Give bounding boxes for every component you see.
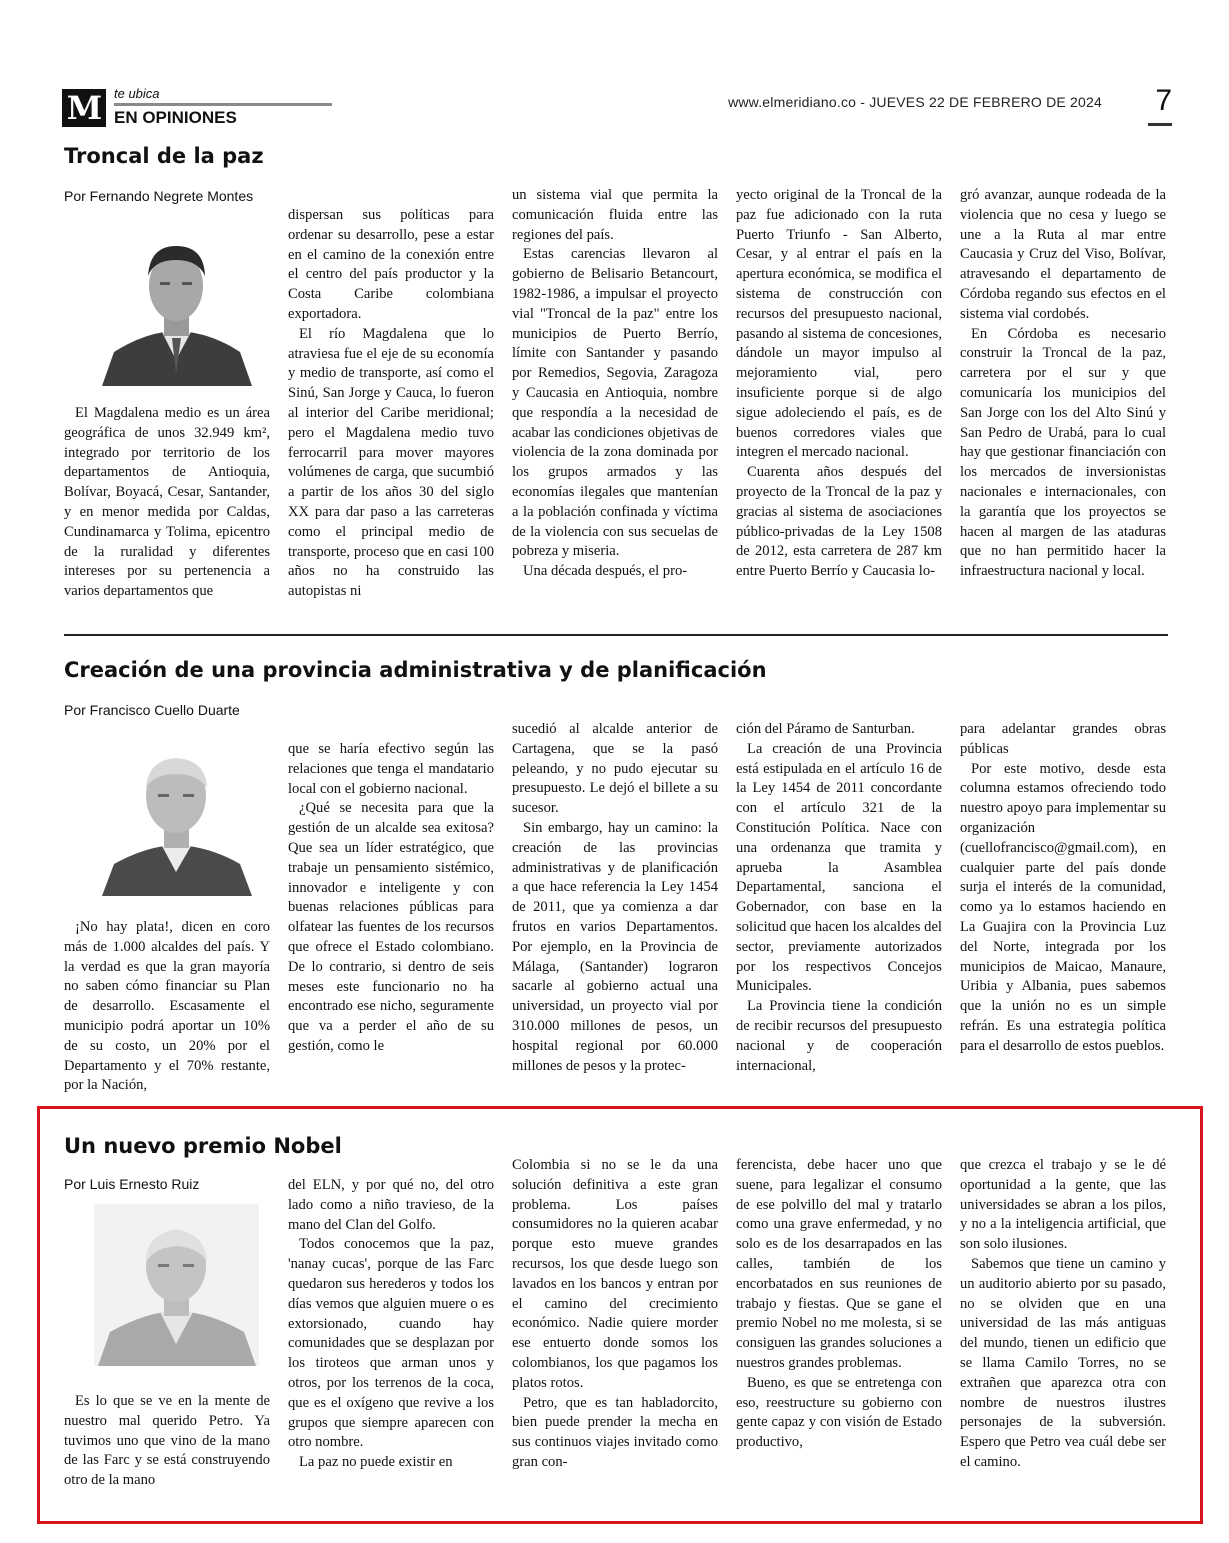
paragraph: ferencista, debe hacer uno que suene, para legalizar el consumo de ese polvillo del mal y tratarlo como una grave enfermedad, y no solo es de los desarrapados en las calles, también de los encorbatados en sus reuniones de trabajo y fiestas. Que se gane el premio Nobel no me molesta, si se consiguen las grandes soluciones a nuestros grandes problemas.	[736, 1157, 942, 1371]
author-photo	[94, 224, 259, 386]
paragraph: un sistema vial que permita la comunicación fluida entre las regiones del país.	[512, 187, 718, 243]
paragraph: Bueno, es que se entretenga con eso, reestructure su gobierno con gente capaz y con visión de Estado productivo,	[736, 1374, 942, 1451]
article-column-4	[736, 720, 942, 1096]
article-column-1	[64, 404, 270, 624]
paragraph: para adelantar grandes obras públicas	[960, 721, 1166, 757]
paragraph: Sabemos que tiene un camino y un auditorio abierto por su pasado, no se olviden que en una universidad de las más antiguas del mundo, tienen un edificio que se llama Camilo Torres, no se extrañen que aparezca otra con nombre de nuestros ilustres personajes de la subversión. Espero que Petro vea cuál debe ser el camino.	[960, 1255, 1166, 1470]
header-bar	[114, 103, 332, 106]
article-column-3	[512, 1156, 718, 1502]
article-column-2	[288, 740, 494, 1096]
article-column-1	[64, 918, 270, 1096]
article-column-4	[736, 186, 942, 624]
meridiano-logo: M	[62, 89, 106, 127]
article-column-5	[960, 1156, 1166, 1502]
paragraph: Es lo que se ve en la mente de nuestro mal querido Petro. Ya tuvimos uno que vino de la mano de las Farc y se está construyendo otro de la mano	[64, 1393, 270, 1489]
article-column-3	[512, 720, 718, 1096]
paragraph: La creación de una Provincia está estipulada en el artículo 16 de la Ley 1454 de 2011 concordante con el artículo 321 de la Constitución Política. Nace con una ordenanza que tramita y aprueba la Asamblea Departamental, sanciona el Gobernador, con base en la solicitud que hacen los alcaldes del sector, previamente autorizados por los respectivos Concejos Municipales.	[736, 740, 942, 995]
paragraph: Estas carencias llevaron al gobierno de Belisario Betancourt, 1982-1986, a impulsar el proyecto vial "Troncal de la paz" entre los municipios de Puerto Berrío, límite con Santander y pasando por Remedios, Segovia, Zaragoza y Caucasia en Antioquia, nombre que respondía a la necesidad de acabar las condiciones objetivas de violencia de la zona dominada por los grupos armados y las economías ilegales que mantenían a la población confinada y víctima de la violencia con sus secuelas de pobreza y miseria.	[512, 246, 718, 560]
paragraph: dispersan sus políticas para ordenar su desarrollo, pese a estar en el camino de la conexión entre el centro del país productor y la Costa Caribe colombiana exportadora.	[288, 207, 494, 322]
paragraph: El Magdalena medio es un área geográfica de unos 32.949 km², integrado por territorio de los departamentos de Antioquia, Bolívar, Boyacá, Cesar, Santander, y en menor medida por Caldas, Cundinamarca y Tolima, epicentro de la ruralidad y diferentes intereses por su pertenencia a varios departamentos que	[64, 405, 270, 600]
paragraph: Una década después, el pro-	[523, 563, 688, 580]
paragraph: ¿Qué se necesita para que la gestión de un alcalde sea exitosa? Que sea un líder estratégico, que trabaje un pensamiento sistémico, innovador e inteligente y con buenas relaciones públicas para olfatear las fuentes de los recursos que ofrece el Estado colombiano. De lo contrario, si dentro de seis meses este funcionario no ha encontrado ese nicho, seguramente que va a perder el año de su gestión, como le	[288, 800, 494, 1054]
author-photo	[94, 1204, 259, 1366]
paragraph: del ELN, y por qué no, del otro lado como a niño travieso, de la mano del Clan del Golfo.	[288, 1177, 494, 1233]
article-provincia	[64, 658, 1168, 1098]
paragraph: Colombia si no se le da una solución definitiva a este gran problema. Los países consumidores no la quieren acabar porque esto mueve grandes recursos, los que desde luego son lavados en los bancos y entran por el camino del crecimiento económico. Nadie quiere morder ese entuerto donde somos los colombianos, los que pagamos los platos rotos.	[512, 1157, 718, 1391]
article-column-5	[960, 720, 1166, 1096]
article-byline: Por Francisco Cuello Duarte	[64, 702, 240, 718]
paragraph: que se haría efectivo según las relaciones que tenga el mandatario local con el gobierno nacional.	[288, 741, 494, 797]
section-title: EN OPINIONES	[114, 108, 237, 127]
page-number: 7	[1155, 84, 1172, 117]
article-column-2	[288, 1176, 494, 1502]
paragraph: ¡No hay plata!, dicen en coro más de 1.000 alcaldes del país. Y la verdad es que la gran mayoría no saben cómo financiar su Plan de desarrollo. Escasamente el municipio podrá aportar un 10% de su costo, un 20% por el Departamento y el 70% restante, por la Nación,	[64, 919, 270, 1094]
article-column-3	[512, 186, 718, 624]
article-column-4	[736, 1156, 942, 1502]
paragraph: Petro, que es tan habladorcito, bien puede prender la mecha en sus continuos viajes invitado como gran con-	[512, 1394, 718, 1470]
section-divider	[64, 634, 1168, 636]
page-header	[62, 86, 1172, 130]
page-number-underline	[1148, 123, 1172, 126]
article-byline: Por Luis Ernesto Ruiz	[64, 1176, 200, 1192]
paragraph: yecto original de la Troncal de la paz fue adicionado con la ruta Puerto Triunfo - San Alberto, Cesar, y al entrar el país en la apertura económica, se modifica el sistema de construcción con recursos del presupuesto nacional, pasando al sistema de concesiones, dándole un mayor impulso al mejoramiento vial, pero insuficiente porque si de algo sigue adoleciendo el país, es de buenos corredores viales que integren el mercado nacional.	[736, 187, 942, 461]
paragraph: sucedió al alcalde anterior de Cartagena, que se la pasó peleando, y no pudo ejecutar su presupuesto. Le dejó el billete a su sucesor.	[512, 721, 718, 817]
article-title: Troncal de la paz	[64, 144, 264, 168]
article-troncal	[64, 144, 1168, 634]
paragraph: Todos conocemos que la paz, 'nanay cucas', porque de las Farc quedaron sus herederos y todos los días vemos que alguien muere o es extorsionado, cuando hay comunidades que se desplazan por los tiroteos que arman unos y otros, por los terrenos de la coca, que es el oxígeno que revive a los grupos que siempre aparecen con otro nombre.	[288, 1236, 494, 1451]
article-title: Un nuevo premio Nobel	[64, 1134, 342, 1158]
paragraph: El río Magdalena que lo atraviesa fue el eje de su economía y medio de transporte, así como el Sinú, San Jorge y Cauca, lo fueron al interior del Caribe meridional; pero el Magdalena medio tuvo ferrocarril para mover mayores volúmenes de carga, que sucumbió a partir de los años 30 del siglo XX para dar paso a las carreteras como el principal medio de transporte, proceso que en casi 100 años no ha construido las autopistas ni	[288, 325, 494, 600]
paragraph: En Córdoba es necesario construir la Troncal de la paz, carretera por el sur y que comunicaría los municipios del San Jorge con los del Alto Sinú y San Pedro de Urabá, para lo cual hay que gestionar financiación con los mercados de inversionistas nacionales e internacionales, con la garantía que los proyectos se hacen al margen de las ataduras que no han permitido hacer la infraestructura nacional y local.	[960, 325, 1166, 580]
paragraph: que crezca el trabajo y se le dé oportunidad a la gente, que las universidades se abran a los pilos, y no a la inteligencia artificial, que son solo ilusiones.	[960, 1157, 1166, 1253]
author-photo	[94, 734, 259, 896]
article-column-1	[64, 1392, 270, 1502]
article-column-5	[960, 186, 1166, 624]
paragraph: Cuarenta años después del proyecto de la Troncal de la paz y gracias al sistema de asociaciones público-privadas de la Ley 1508 de 2012, esta carretera de 287 km entre Puerto Berrío y Caucasia lo-	[736, 464, 942, 580]
paragraph: gró avanzar, aunque rodeada de la violencia que no cesa y luego se une a la Ruta al mar entre Caucasia y Cruz del Viso, Bolívar, atravesando el departamento de Córdoba regando sus efectos en el sistema vial cordobés.	[960, 187, 1166, 322]
tagline: te ubica	[114, 86, 160, 101]
article-nobel	[64, 1134, 1168, 1514]
paragraph: Sin embargo, hay un camino: la creación de las provincias administrativas y de planificación a que hace referencia la Ley 1454 de 2011, que ya comienza a dar frutos en varios Departamentos. Por ejemplo, en la Provincia de Málaga, (Santander) lograron sacarle al gobierno actual una universidad, un proyecto vial por 310.000 millones de pesos, un hospital regional por 60.000 millones de pesos y la protec-	[512, 819, 718, 1074]
paragraph: La Provincia tiene la condición de recibir recursos del presupuesto nacional y de cooperación internacional,	[736, 998, 942, 1074]
article-title: Creación de una provincia administrativa y de planificación	[64, 658, 767, 682]
paragraph: Por este motivo, desde esta columna estamos ofreciendo todo nuestro apoyo para implementar su organización (cuellofrancisco@gmail.com), en cualquier parte del país donde surja el interés de la comunidad, como ya lo estamos haciendo en La Guajira con la Provincia Luz del Norte, integrada por los municipios de Maicao, Manaure, Uribia y Albania, pues sabemos que la unión no es un simple refrán. Es una estrategia política para el desarrollo de estos pueblos.	[960, 760, 1166, 1054]
article-byline: Por Fernando Negrete Montes	[64, 188, 254, 204]
article-column-2	[288, 206, 494, 624]
paragraph: La paz no puede existir en	[299, 1454, 453, 1471]
paragraph: ción del Páramo de Santurban.	[736, 721, 915, 737]
dateline: www.elmeridiano.co - JUEVES 22 DE FEBRERO DE 2024	[728, 94, 1102, 110]
